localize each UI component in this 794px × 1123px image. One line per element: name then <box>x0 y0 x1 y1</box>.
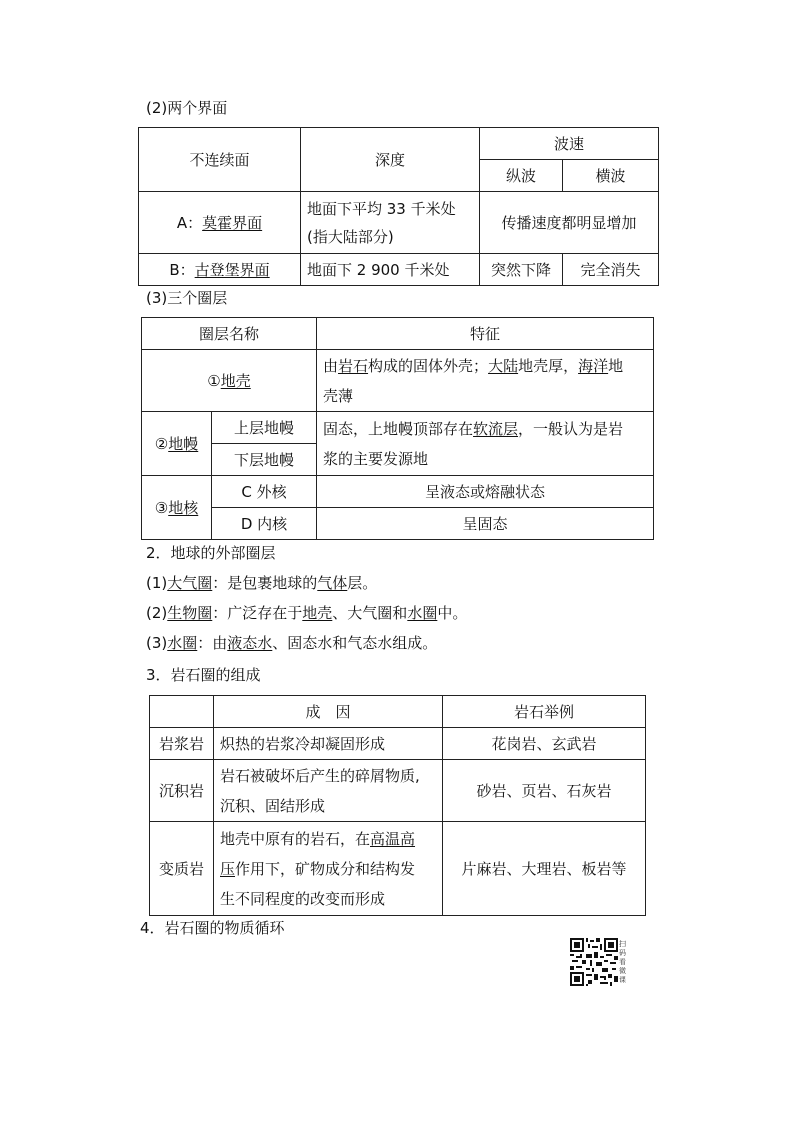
mantle-feature: 固态，上地幔顶部存在软流层，一般认为是岩 浆的主要发源地 <box>317 412 654 476</box>
inner-core-feature: 呈固态 <box>317 508 654 540</box>
mantle-term: 地幔 <box>168 434 199 453</box>
rock-types-table <box>149 695 646 916</box>
qr-code-icon[interactable] <box>570 938 618 986</box>
header-rock-type-blank <box>150 696 214 728</box>
section-heading-lithosphere-composition: 3．岩石圈的组成 <box>146 666 261 684</box>
crust-feature: 由岩石构成的固体外壳；大陆地壳厚，海洋地 壳薄 <box>317 350 654 412</box>
lower-mantle: 下层地幔 <box>212 444 317 476</box>
gutenberg-term: 古登堡界面 <box>194 260 270 279</box>
header-feature: 特征 <box>317 318 654 350</box>
header-layer-name: 圈层名称 <box>142 318 317 350</box>
moho-term: 莫霍界面 <box>202 213 263 232</box>
section-heading-two-interfaces: (2)两个界面 <box>146 99 228 117</box>
gutenberg-cell: B：古登堡界面 <box>139 254 301 286</box>
section-heading-external-spheres: 2．地球的外部圈层 <box>146 544 276 562</box>
upper-mantle: 上层地幔 <box>212 412 317 444</box>
metamorphic-example: 片麻岩、大理岩、板岩等 <box>443 822 646 916</box>
hydrosphere-line: (3)水圈：由液态水、固态水和气态水组成。 <box>146 634 438 652</box>
gutenberg-p-wave: 突然下降 <box>480 254 563 286</box>
metamorphic-cause: 地壳中原有的岩石，在高温高 压作用下，矿物成分和结构发 生不同程度的改变而形成 <box>214 822 443 916</box>
outer-core: C 外核 <box>212 476 317 508</box>
qr-caption: 扫码看微课 <box>619 940 626 984</box>
biosphere-line: (2)生物圈：广泛存在于地壳、大气圈和水圈中。 <box>146 604 468 622</box>
moho-cell: A：莫霍界面 <box>139 192 301 254</box>
sedimentary-cause: 岩石被破坏后产生的碎屑物质, 沉积、固结形成 <box>214 760 443 822</box>
moho-depth: 地面下平均 33 千米处 (指大陆部分) <box>301 192 480 254</box>
igneous-cause: 炽热的岩浆冷却凝固形成 <box>214 728 443 760</box>
gutenberg-depth: 地面下 2 900 千米处 <box>301 254 480 286</box>
header-discontinuity: 不连续面 <box>139 128 301 192</box>
header-depth: 深度 <box>301 128 480 192</box>
header-s-wave: 横波 <box>563 160 659 192</box>
core-cell: ③地核 <box>142 476 212 540</box>
sedimentary-label: 沉积岩 <box>150 760 214 822</box>
section-heading-three-layers: (3)三个圈层 <box>146 289 228 307</box>
header-cause: 成 因 <box>214 696 443 728</box>
atmosphere-line: (1)大气圈：是包裹地球的气体层。 <box>146 574 378 592</box>
header-example: 岩石举例 <box>443 696 646 728</box>
mantle-cell: ②地幔 <box>142 412 212 476</box>
gutenberg-s-wave: 完全消失 <box>563 254 659 286</box>
igneous-example: 花岗岩、玄武岩 <box>443 728 646 760</box>
crust-term: 地壳 <box>220 371 251 390</box>
inner-core: D 内核 <box>212 508 317 540</box>
layers-table <box>141 317 654 540</box>
metamorphic-label: 变质岩 <box>150 822 214 916</box>
core-term: 地核 <box>168 498 199 517</box>
moho-speed: 传播速度都明显增加 <box>480 192 659 254</box>
sedimentary-example: 砂岩、页岩、石灰岩 <box>443 760 646 822</box>
header-wave-speed: 波速 <box>480 128 659 160</box>
section-heading-rock-cycle: 4．岩石圈的物质循环 <box>140 919 285 937</box>
interfaces-table <box>138 127 659 286</box>
header-p-wave: 纵波 <box>480 160 563 192</box>
outer-core-feature: 呈液态或熔融状态 <box>317 476 654 508</box>
crust-cell: ①地壳 <box>142 350 317 412</box>
igneous-label: 岩浆岩 <box>150 728 214 760</box>
